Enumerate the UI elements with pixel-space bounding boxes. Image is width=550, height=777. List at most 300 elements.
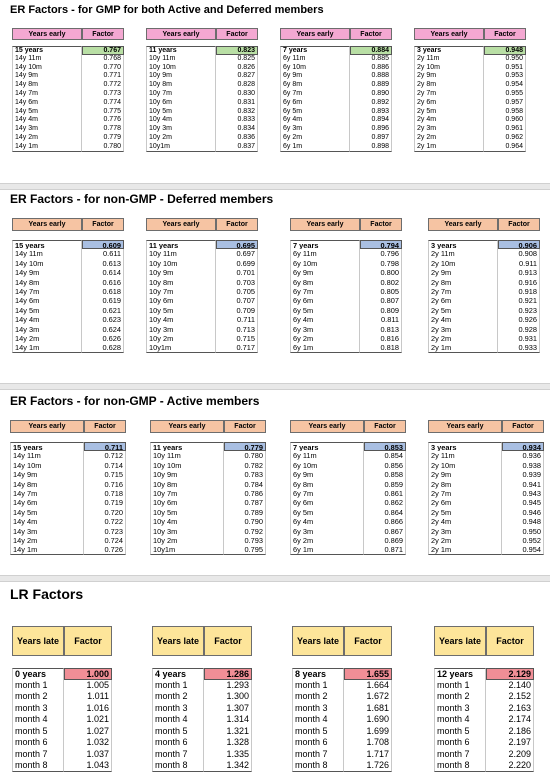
- row-label: 14y 6m: [10, 498, 84, 507]
- row-label: 14y 8m: [10, 480, 84, 489]
- row-label: 2y 9m: [428, 268, 498, 277]
- table-row: [146, 64, 258, 73]
- row-label: 2y 3m: [428, 325, 498, 334]
- row-factor: 0.825: [216, 55, 258, 64]
- table-row: [12, 287, 124, 296]
- table-row: [292, 726, 392, 738]
- table-row: [292, 703, 392, 715]
- row-label: 14y 4m: [12, 315, 82, 324]
- row-factor: 0.695: [216, 240, 258, 249]
- row-factor: 0.807: [360, 296, 402, 305]
- table-row: [146, 268, 258, 277]
- table-row: [12, 240, 124, 249]
- table-row: [12, 72, 124, 81]
- row-factor: 1.307: [204, 703, 252, 715]
- row-factor: 0.823: [216, 46, 258, 55]
- table-row: [12, 90, 124, 99]
- row-label: month 1: [434, 680, 486, 692]
- table-row: [152, 714, 252, 726]
- row-label: 14y 8m: [12, 278, 82, 287]
- table-row: [12, 691, 112, 703]
- row-label: month 3: [434, 703, 486, 715]
- row-label: month 4: [12, 714, 64, 726]
- table-row: [146, 116, 258, 125]
- row-label: 10y 7m: [150, 489, 224, 498]
- table-row: [150, 517, 266, 526]
- row-label: month 7: [292, 749, 344, 761]
- table-row: [428, 536, 544, 545]
- table-row: [150, 498, 266, 507]
- row-label: month 1: [292, 680, 344, 692]
- table-row: [414, 116, 526, 125]
- table-row: [428, 545, 544, 554]
- row-label: 2y 2m: [414, 134, 484, 143]
- row-factor: 0.916: [498, 278, 540, 287]
- row-label: month 4: [434, 714, 486, 726]
- row-label: 14y 1m: [12, 143, 82, 152]
- row-factor: 0.964: [484, 143, 526, 152]
- row-label: 6y 7m: [290, 287, 360, 296]
- row-factor: 0.832: [216, 108, 258, 117]
- row-factor: 0.624: [82, 325, 124, 334]
- row-label: 2y 5m: [414, 108, 484, 117]
- row-label: 2y 10m: [428, 461, 502, 470]
- row-label: 3 years: [414, 46, 484, 55]
- row-label: 6y 9m: [290, 470, 364, 479]
- row-label: month 3: [152, 703, 204, 715]
- row-label: 11 years: [146, 46, 216, 55]
- table-row: [146, 81, 258, 90]
- table-row: [414, 134, 526, 143]
- table-row: [292, 737, 392, 749]
- column-header-label: Years early: [280, 28, 350, 40]
- table-row: [428, 325, 540, 334]
- row-label: 8 years: [292, 668, 344, 680]
- row-factor: 0.894: [350, 116, 392, 125]
- row-factor: 0.713: [216, 325, 258, 334]
- row-factor: 0.717: [216, 343, 258, 352]
- row-factor: 2.163: [486, 703, 534, 715]
- row-factor: 0.701: [216, 268, 258, 277]
- row-factor: 0.955: [484, 90, 526, 99]
- table-row: [146, 125, 258, 134]
- row-factor: 0.809: [360, 306, 402, 315]
- table-row: [12, 116, 124, 125]
- row-factor: 0.715: [84, 470, 126, 479]
- column-header-label: Years early: [290, 218, 360, 231]
- row-label: 10y 8m: [146, 81, 216, 90]
- table-row: [12, 714, 112, 726]
- column-header-factor: Factor: [502, 420, 544, 433]
- row-factor: 0.779: [82, 134, 124, 143]
- row-label: 15 years: [10, 442, 84, 451]
- row-label: 6y 2m: [280, 134, 350, 143]
- row-factor: 0.828: [216, 81, 258, 90]
- table-row: [12, 668, 112, 680]
- row-factor: 0.780: [224, 451, 266, 460]
- row-factor: 0.954: [502, 545, 544, 554]
- row-label: 10y 7m: [146, 90, 216, 99]
- row-label: 15 years: [12, 240, 82, 249]
- row-factor: 1.300: [204, 691, 252, 703]
- row-factor: 2.209: [486, 749, 534, 761]
- row-label: 14y 3m: [12, 325, 82, 334]
- table-row: [12, 55, 124, 64]
- table-row: [280, 81, 392, 90]
- row-label: 2y 11m: [428, 451, 502, 460]
- row-label: 10y 10m: [146, 259, 216, 268]
- column-header-label: Years early: [290, 420, 364, 433]
- row-label: 6y 3m: [290, 527, 364, 536]
- row-label: 10y 3m: [150, 527, 224, 536]
- table-row: [290, 489, 406, 498]
- row-factor: 1.043: [64, 760, 112, 772]
- table-row: [10, 480, 126, 489]
- row-label: 2y 10m: [414, 64, 484, 73]
- table-row: [146, 315, 258, 324]
- row-factor: 2.186: [486, 726, 534, 738]
- row-factor: 0.609: [82, 240, 124, 249]
- row-label: 10y 7m: [146, 287, 216, 296]
- table-row: [12, 749, 112, 761]
- table-row: [150, 442, 266, 451]
- row-label: 7 years: [280, 46, 350, 55]
- column-header-label: Years early: [146, 28, 216, 40]
- section-title: ER Factors - for GMP for both Active and Deferred members: [10, 4, 324, 16]
- row-label: 14y 11m: [12, 249, 82, 258]
- table-row: [150, 536, 266, 545]
- row-factor: 1.708: [344, 737, 392, 749]
- row-factor: 1.293: [204, 680, 252, 692]
- row-label: 2y 8m: [428, 278, 498, 287]
- row-label: 2y 3m: [414, 125, 484, 134]
- row-factor: 0.790: [224, 517, 266, 526]
- row-factor: 1.690: [344, 714, 392, 726]
- row-label: 6y 5m: [290, 508, 364, 517]
- row-label: month 6: [12, 737, 64, 749]
- table-row: [146, 55, 258, 64]
- row-factor: 0.611: [82, 249, 124, 258]
- row-factor: 0.811: [360, 315, 402, 324]
- table-row: [428, 442, 544, 451]
- row-factor: 0.789: [224, 508, 266, 517]
- row-label: 3 years: [428, 240, 498, 249]
- table-row: [290, 296, 402, 305]
- table-row: [428, 508, 544, 517]
- row-factor: 0.726: [84, 545, 126, 554]
- row-factor: 0.867: [364, 527, 406, 536]
- row-label: 14y 8m: [12, 81, 82, 90]
- row-label: 2y 2m: [428, 536, 502, 545]
- column-header-factor: Factor: [350, 28, 392, 40]
- table-row: [292, 691, 392, 703]
- row-label: 14y 9m: [12, 72, 82, 81]
- row-factor: 0.623: [82, 315, 124, 324]
- column-header-factor: Factor: [486, 626, 534, 656]
- row-factor: 0.941: [502, 480, 544, 489]
- row-label: 2y 11m: [428, 249, 498, 258]
- table-row: [150, 508, 266, 517]
- row-factor: 0.779: [224, 442, 266, 451]
- row-factor: 0.767: [82, 46, 124, 55]
- row-label: 2y 7m: [414, 90, 484, 99]
- table-row: [290, 287, 402, 296]
- row-factor: 0.614: [82, 268, 124, 277]
- table-row: [414, 90, 526, 99]
- row-label: 14y 2m: [12, 334, 82, 343]
- table-row: [146, 134, 258, 143]
- table-row: [428, 315, 540, 324]
- row-label: 0 years: [12, 668, 64, 680]
- row-factor: 0.913: [498, 268, 540, 277]
- row-label: 6y 7m: [290, 489, 364, 498]
- row-factor: 0.856: [364, 461, 406, 470]
- table-row: [290, 325, 402, 334]
- row-label: 10y 5m: [146, 306, 216, 315]
- table-row: [10, 508, 126, 517]
- row-factor: 0.705: [216, 287, 258, 296]
- table-row: [146, 287, 258, 296]
- table-row: [428, 296, 540, 305]
- row-factor: 1.037: [64, 749, 112, 761]
- table-row: [414, 72, 526, 81]
- table-row: [428, 489, 544, 498]
- row-label: 14y 7m: [12, 287, 82, 296]
- row-factor: 0.723: [84, 527, 126, 536]
- factor-section: [6, 188, 546, 376]
- row-label: 2y 2m: [428, 334, 498, 343]
- row-label: 6y 6m: [290, 296, 360, 305]
- table-row: [152, 760, 252, 772]
- row-label: month 5: [152, 726, 204, 738]
- row-factor: 0.957: [484, 99, 526, 108]
- row-label: 6y 10m: [290, 259, 360, 268]
- row-factor: 0.934: [502, 442, 544, 451]
- table-row: [290, 498, 406, 507]
- row-factor: 1.335: [204, 749, 252, 761]
- row-label: month 6: [292, 737, 344, 749]
- section-title: ER Factors - for non-GMP - Deferred members: [10, 192, 274, 206]
- table-row: [146, 259, 258, 268]
- column-header-factor: Factor: [216, 218, 258, 231]
- row-factor: 1.681: [344, 703, 392, 715]
- row-factor: 1.314: [204, 714, 252, 726]
- row-label: 10y 2m: [146, 334, 216, 343]
- row-factor: 0.892: [350, 99, 392, 108]
- table-row: [414, 108, 526, 117]
- table-row: [12, 64, 124, 73]
- table-row: [290, 536, 406, 545]
- table-row: [146, 99, 258, 108]
- row-label: 14y 11m: [12, 55, 82, 64]
- table-row: [280, 108, 392, 117]
- table-row: [428, 498, 544, 507]
- row-label: 6y 2m: [290, 536, 364, 545]
- table-row: [434, 668, 534, 680]
- table-row: [428, 451, 544, 460]
- row-label: 14y 4m: [12, 116, 82, 125]
- row-label: 2y 1m: [428, 545, 502, 554]
- table-row: [434, 703, 534, 715]
- table-row: [152, 737, 252, 749]
- table-row: [290, 451, 406, 460]
- row-label: 10y 9m: [146, 72, 216, 81]
- table-row: [146, 72, 258, 81]
- row-label: 2y 10m: [428, 259, 498, 268]
- row-factor: 1.005: [64, 680, 112, 692]
- column-header-label: Years early: [12, 28, 82, 40]
- table-row: [152, 691, 252, 703]
- table-row: [290, 343, 402, 352]
- row-label: month 2: [12, 691, 64, 703]
- row-factor: 0.712: [84, 451, 126, 460]
- row-label: 10y 3m: [146, 325, 216, 334]
- table-row: [150, 489, 266, 498]
- table-row: [428, 343, 540, 352]
- row-factor: 2.129: [486, 668, 534, 680]
- table-row: [290, 545, 406, 554]
- row-factor: 1.664: [344, 680, 392, 692]
- row-factor: 0.862: [364, 498, 406, 507]
- row-label: 2y 6m: [428, 498, 502, 507]
- row-label: 2y 9m: [414, 72, 484, 81]
- row-factor: 0.792: [224, 527, 266, 536]
- table-row: [428, 334, 540, 343]
- row-label: 3 years: [428, 442, 502, 451]
- row-label: 14y 7m: [12, 90, 82, 99]
- row-factor: 0.794: [360, 240, 402, 249]
- row-label: 14y 2m: [10, 536, 84, 545]
- row-label: 2y 11m: [414, 55, 484, 64]
- row-label: month 7: [12, 749, 64, 761]
- column-header-factor: Factor: [64, 626, 112, 656]
- row-label: 7 years: [290, 442, 364, 451]
- row-factor: 0.918: [498, 287, 540, 296]
- table-row: [150, 480, 266, 489]
- row-factor: 2.197: [486, 737, 534, 749]
- row-factor: 0.699: [216, 259, 258, 268]
- table-row: [150, 451, 266, 460]
- table-row: [146, 143, 258, 152]
- row-label: 14y 3m: [10, 527, 84, 536]
- table-row: [292, 714, 392, 726]
- table-row: [434, 760, 534, 772]
- row-factor: 0.890: [350, 90, 392, 99]
- row-factor: 0.703: [216, 278, 258, 287]
- row-label: 14y 2m: [12, 134, 82, 143]
- row-label: 14y 4m: [10, 517, 84, 526]
- column-header-factor: Factor: [82, 28, 124, 40]
- row-label: month 5: [12, 726, 64, 738]
- table-row: [146, 249, 258, 258]
- table-row: [10, 461, 126, 470]
- row-factor: 0.773: [82, 90, 124, 99]
- column-header-factor: Factor: [484, 28, 526, 40]
- row-factor: 0.889: [350, 81, 392, 90]
- row-factor: 1.000: [64, 668, 112, 680]
- table-row: [12, 737, 112, 749]
- row-factor: 0.885: [350, 55, 392, 64]
- table-row: [280, 55, 392, 64]
- row-factor: 0.716: [84, 480, 126, 489]
- table-row: [12, 108, 124, 117]
- table-row: [10, 545, 126, 554]
- row-factor: 0.953: [484, 72, 526, 81]
- table-row: [150, 461, 266, 470]
- row-factor: 0.771: [82, 72, 124, 81]
- row-factor: 0.800: [360, 268, 402, 277]
- row-factor: 0.893: [350, 108, 392, 117]
- column-header-factor: Factor: [364, 420, 406, 433]
- row-factor: 1.021: [64, 714, 112, 726]
- row-label: 10y 5m: [150, 508, 224, 517]
- column-header-label: Years early: [10, 420, 84, 433]
- row-factor: 0.962: [484, 134, 526, 143]
- row-factor: 0.778: [82, 125, 124, 134]
- row-factor: 1.016: [64, 703, 112, 715]
- row-label: 2y 1m: [414, 143, 484, 152]
- table-row: [146, 90, 258, 99]
- row-factor: 0.884: [350, 46, 392, 55]
- row-factor: 0.787: [224, 498, 266, 507]
- row-factor: 0.621: [82, 306, 124, 315]
- table-row: [434, 749, 534, 761]
- column-header-factor: Factor: [224, 420, 266, 433]
- row-label: 2y 6m: [414, 99, 484, 108]
- row-factor: 0.724: [84, 536, 126, 545]
- table-row: [146, 325, 258, 334]
- table-row: [414, 143, 526, 152]
- table-row: [146, 296, 258, 305]
- table-row: [428, 461, 544, 470]
- row-factor: 0.858: [364, 470, 406, 479]
- table-row: [290, 278, 402, 287]
- table-row: [12, 259, 124, 268]
- table-row: [150, 527, 266, 536]
- row-label: 6y 2m: [290, 334, 360, 343]
- row-factor: 0.722: [84, 517, 126, 526]
- row-label: month 1: [152, 680, 204, 692]
- table-row: [280, 99, 392, 108]
- row-factor: 0.827: [216, 72, 258, 81]
- table-row: [292, 680, 392, 692]
- row-label: 6y 8m: [290, 480, 364, 489]
- row-label: month 4: [152, 714, 204, 726]
- row-label: month 8: [292, 760, 344, 772]
- row-label: 10y 4m: [146, 315, 216, 324]
- row-factor: 1.286: [204, 668, 252, 680]
- row-label: 2y 7m: [428, 489, 502, 498]
- row-factor: 0.923: [498, 306, 540, 315]
- row-label: month 5: [434, 726, 486, 738]
- row-factor: 0.898: [350, 143, 392, 152]
- row-label: 2y 5m: [428, 508, 502, 517]
- row-label: 2y 5m: [428, 306, 498, 315]
- table-row: [290, 259, 402, 268]
- row-label: 11 years: [150, 442, 224, 451]
- table-row: [146, 343, 258, 352]
- table-row: [10, 536, 126, 545]
- row-factor: 0.783: [224, 470, 266, 479]
- table-row: [146, 108, 258, 117]
- row-factor: 0.831: [216, 99, 258, 108]
- row-label: 6y 4m: [290, 315, 360, 324]
- row-factor: 1.717: [344, 749, 392, 761]
- table-row: [434, 737, 534, 749]
- row-factor: 0.795: [224, 545, 266, 554]
- row-factor: 0.931: [498, 334, 540, 343]
- row-label: 6y 10m: [280, 64, 350, 73]
